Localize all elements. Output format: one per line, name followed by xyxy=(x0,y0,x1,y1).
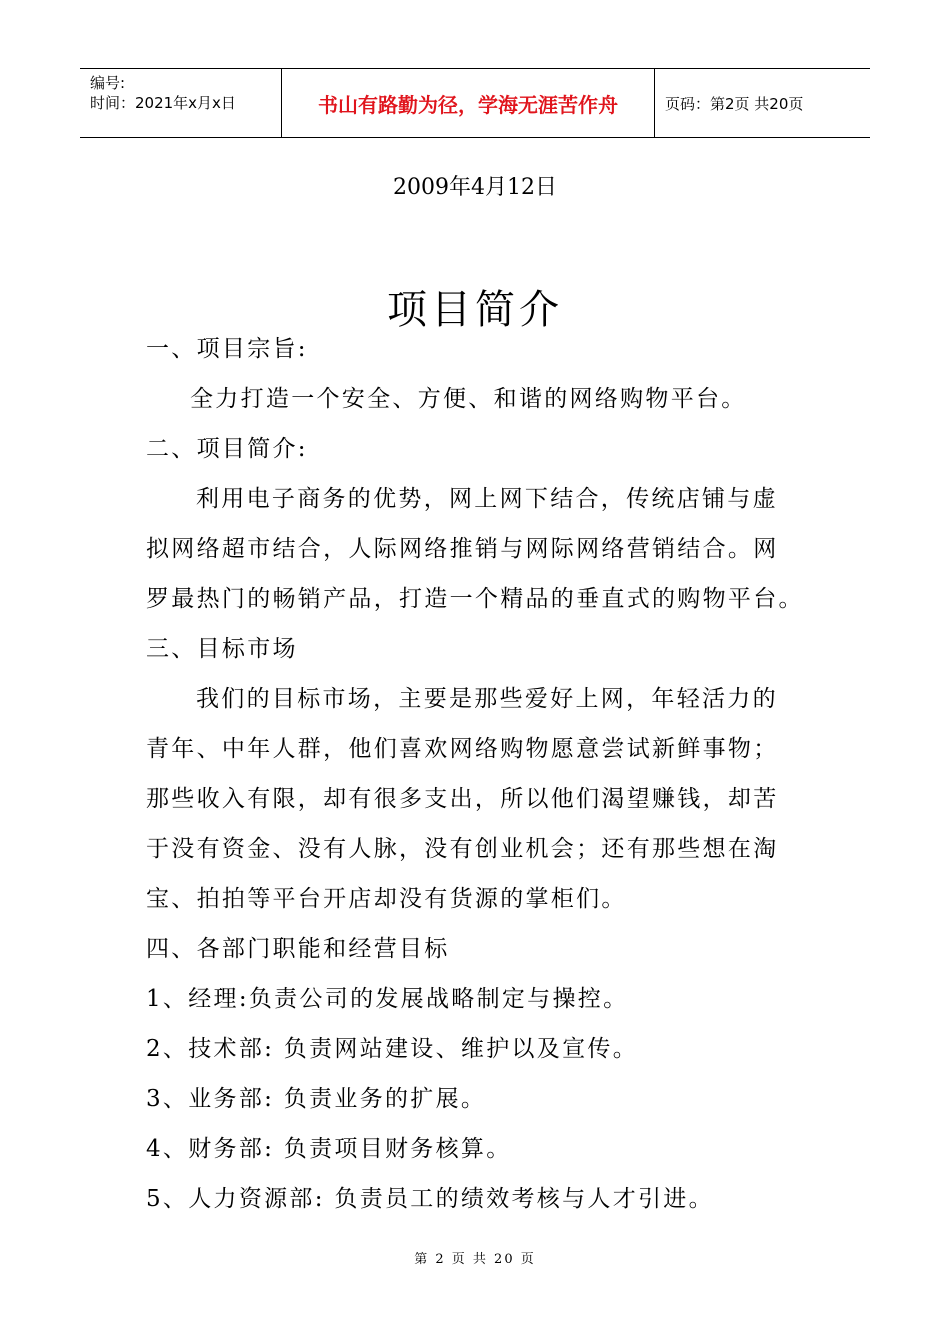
page-footer: 第 2 页 共 20 页 xyxy=(414,1252,536,1267)
list-item: 1、经理:负责公司的发展战略制定与操控。 xyxy=(146,986,629,1012)
paragraph-line: 罗最热门的畅销产品，打造一个精品的垂直式的购物平台。 xyxy=(146,586,804,612)
page-header xyxy=(80,68,870,138)
paragraph-line: 于没有资金、没有人脉，没有创业机会；还有那些想在淘 xyxy=(146,836,779,862)
heading-intro: 二、项目简介: xyxy=(146,436,308,462)
document-title: 项目简介 xyxy=(387,287,563,333)
time-label: 时间：2021年x月x日 xyxy=(90,94,236,112)
list-item: 4、财务部: 负责项目财务核算。 xyxy=(146,1136,512,1162)
list-item: 3、业务部: 负责业务的扩展。 xyxy=(146,1086,487,1112)
list-item: 5、人力资源部: 负责员工的绩效考核与人才引进。 xyxy=(146,1186,714,1212)
paragraph-line: 拟网络超市结合，人际网络推销与网际网络营销结合。网 xyxy=(146,536,779,562)
paragraph-line: 青年、中年人群，他们喜欢网络购物愿意尝试新鲜事物； xyxy=(146,736,779,762)
heading-target-market: 三、目标市场 xyxy=(146,636,298,662)
paragraph-line: 宝、拍拍等平台开店却没有货源的掌柜们。 xyxy=(146,886,627,912)
paragraph-line: 我们的目标市场，主要是那些爱好上网，年轻活力的 xyxy=(196,686,778,712)
header-motto: 书山有路勤为径，学海无涯苦作舟 xyxy=(282,69,655,137)
number-label: 编号: xyxy=(90,74,126,92)
document-date: 2009年4月12日 xyxy=(393,175,557,200)
paragraph-line: 全力打造一个安全、方便、和谐的网络购物平台。 xyxy=(190,386,747,412)
heading-purpose: 一、项目宗旨: xyxy=(146,336,308,362)
paragraph-line: 利用电子商务的优势，网上网下结合，传统店铺与虚 xyxy=(196,486,778,512)
header-page-info: 页码：第2页 共20页 xyxy=(665,94,804,113)
paragraph-line: 那些收入有限，却有很多支出，所以他们渴望赚钱，却苦 xyxy=(146,786,779,812)
list-item: 2、技术部: 负责网站建设、维护以及宣传。 xyxy=(146,1036,638,1062)
header-meta xyxy=(80,69,282,137)
heading-departments: 四、各部门职能和经营目标 xyxy=(146,936,450,962)
